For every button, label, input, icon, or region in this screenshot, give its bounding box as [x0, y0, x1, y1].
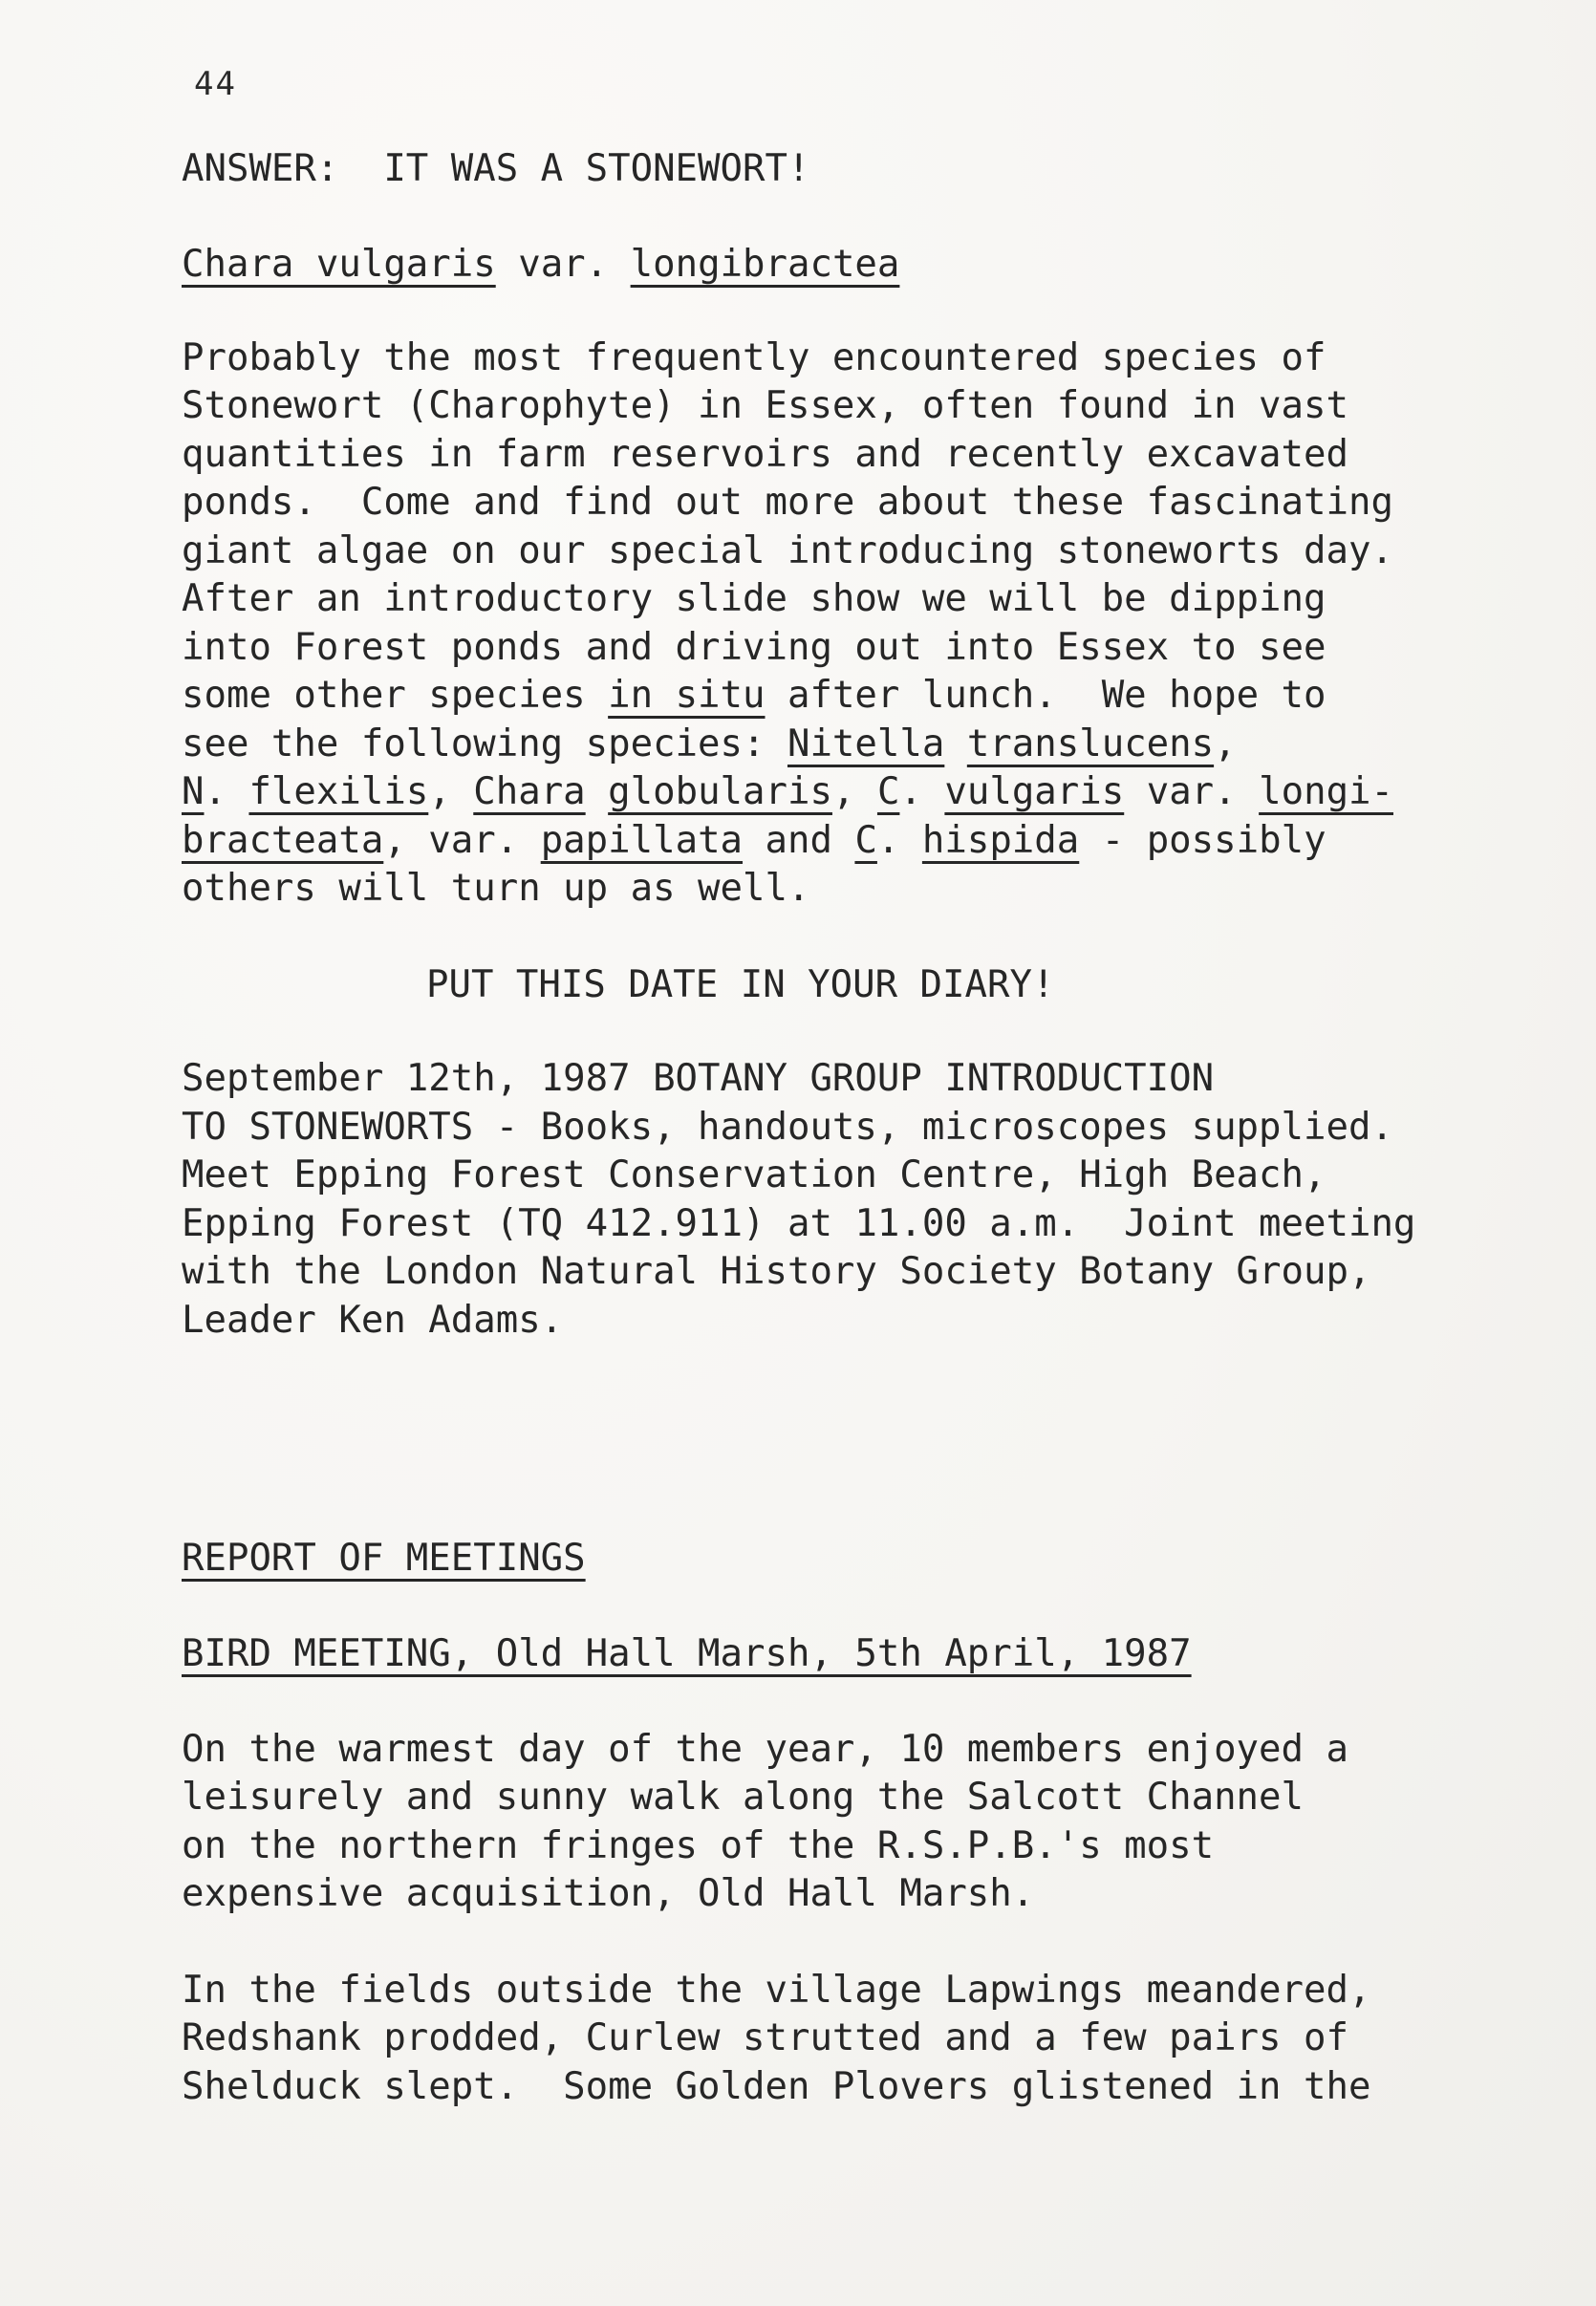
paragraph2-line4: expensive acquisition, Old Hall Marsh. [182, 1872, 1035, 1915]
diary-notice: PUT THIS DATE IN YOUR DIARY! [426, 963, 1055, 1006]
paragraph1-line7: into Forest ponds and driving out into Essex to see [182, 626, 1326, 669]
page-number: 44 [194, 65, 237, 103]
paragraph3-line3: Shelduck slept. Some Golden Plovers glistened in the [182, 2065, 1371, 2108]
species-name: Chara [473, 770, 586, 813]
paragraph1-line9 [182, 721, 1237, 768]
meeting-heading-text: BIRD MEETING, Old Hall Marsh, 5th April, 1987 [182, 1632, 1192, 1675]
text-run: . [204, 770, 249, 813]
paragraph3-line1: In the fields outside the village Lapwings meandered, [182, 1969, 1371, 2012]
paragraph2-line1: On the warmest day of the year, 10 members enjoyed a [182, 1728, 1348, 1771]
species-name: longi- [1259, 770, 1394, 813]
paragraph1-line5: giant algae on our special introducing stoneworts day. [182, 529, 1393, 572]
paragraph3-line2: Redshank prodded, Curlew strutted and a few pairs of [182, 2016, 1348, 2059]
species-name: Nitella [787, 722, 945, 765]
event-line3: Meet Epping Forest Conservation Centre, High Beach, [182, 1153, 1326, 1196]
text-run: . [899, 770, 945, 813]
text-run: var. [1124, 770, 1260, 813]
event-line1: September 12th, 1987 BOTANY GROUP INTRODUCTION [182, 1057, 1215, 1100]
text-run: see the following species: [182, 722, 787, 765]
paragraph1-line10 [182, 768, 1393, 816]
event-line5: with the London Natural History Society Botany Group, [182, 1250, 1371, 1293]
species-name: vulgaris [944, 770, 1125, 813]
paragraph1-line3: quantities in farm reservoirs and recently excavated [182, 433, 1348, 476]
text-run: some other species [182, 674, 609, 717]
species-title-variety: longibractea [630, 243, 900, 286]
species-name: C [854, 819, 877, 862]
paragraph1-line4: ponds. Come and find out more about these fascinating [182, 481, 1393, 524]
paragraph1-line12: others will turn up as well. [182, 867, 810, 910]
paragraph1-line2: Stonewort (Charophyte) in Essex, often found in vast [182, 384, 1348, 427]
paragraph2-line3: on the northern fringes of the R.S.P.B.'s most [182, 1824, 1215, 1867]
answer-heading: ANSWER: IT WAS A STONEWORT! [182, 147, 810, 190]
text-run: and [743, 819, 855, 862]
species-name: globularis [608, 770, 832, 813]
text-run: , [1214, 722, 1237, 765]
report-heading-text: REPORT OF MEETINGS [182, 1537, 586, 1580]
event-line6: Leader Ken Adams. [182, 1299, 564, 1342]
paragraph2-line2: leisurely and sunny walk along the Salcott Channel [182, 1776, 1304, 1819]
in-situ-term: in situ [608, 674, 766, 717]
text-run: after lunch. We hope to [765, 674, 1326, 717]
species-title [182, 241, 899, 289]
species-name: hispida [921, 819, 1080, 862]
species-name: flexilis [248, 770, 429, 813]
text-run [586, 770, 608, 813]
text-run: , [831, 770, 877, 813]
text-run: , var. [383, 819, 541, 862]
text-run [944, 722, 966, 765]
species-name: translucens [966, 722, 1215, 765]
event-line4: Epping Forest (TQ 412.911) at 11.00 a.m. Joint meeting [182, 1202, 1416, 1245]
paragraph1-line1: Probably the most frequently encountered species of [182, 336, 1326, 379]
report-heading [182, 1535, 586, 1583]
meeting-heading [182, 1630, 1192, 1678]
species-name: bracteata [182, 819, 384, 862]
species-title-var: var. [495, 243, 631, 286]
paragraph1-line11 [182, 817, 1326, 865]
text-run: . [876, 819, 922, 862]
paragraph1-line6: After an introductory slide show we will be dipping [182, 577, 1326, 620]
species-name: N [182, 770, 205, 813]
paragraph1-line8 [182, 672, 1326, 720]
species-title-genus: Chara vulgaris [182, 243, 496, 286]
event-line2: TO STONEWORTS - Books, handouts, microscopes supplied. [182, 1106, 1393, 1149]
text-run: , [428, 770, 474, 813]
text-run: - possibly [1079, 819, 1326, 862]
species-name: papillata [540, 819, 744, 862]
species-name: C [876, 770, 900, 813]
